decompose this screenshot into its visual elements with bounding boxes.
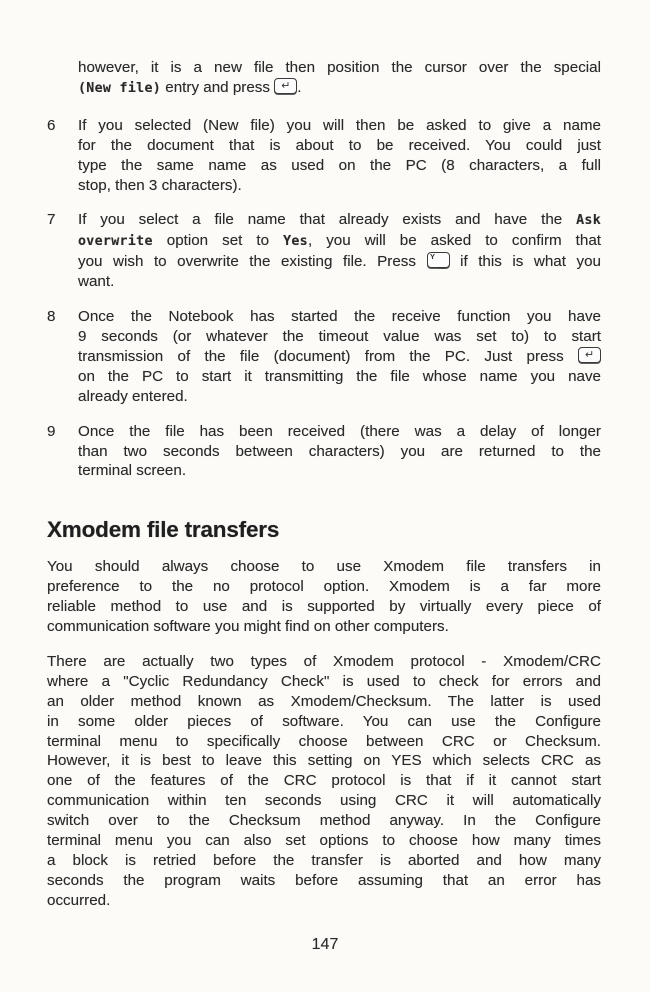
text-run: in some older pieces of software. You can use the Configure — [47, 712, 601, 730]
text-run: you wish to overwrite the existing file. Press — [78, 253, 427, 271]
return-arrow-glyph: ↵ — [584, 348, 595, 362]
text-run: Once the file has been received (there was a delay of longer — [78, 422, 601, 440]
text-run: one of the features of the CRC protocol is that if it cannot start — [47, 772, 601, 790]
mono-text: overwrite — [78, 234, 153, 250]
item-text — [78, 422, 601, 482]
enter-key-icon — [274, 78, 297, 94]
text-line — [78, 347, 601, 367]
text-run: stop, then 3 characters). — [78, 176, 242, 194]
text-run: an older method known as Xmodem/Checksum. The latter is used — [47, 692, 601, 710]
numbered-item — [47, 307, 601, 407]
text-run: terminal screen. — [78, 462, 187, 480]
text-run: than two seconds between characters) you are returned to the — [78, 442, 601, 460]
text-line — [78, 272, 601, 292]
text-run: occurred. — [47, 891, 111, 909]
text-run: There are actually two types of Xmodem protocol - Xmodem/CRC — [47, 652, 601, 670]
text-run: switch over to the Checksum method anyway. In the Configure — [47, 812, 601, 830]
text-line — [78, 231, 601, 252]
text-line — [47, 617, 601, 637]
y-key-bottom-glyph: ‿ — [439, 260, 446, 270]
text-run: , you will be asked to confirm that — [307, 232, 601, 250]
text-line — [47, 597, 601, 617]
text-run: option set to — [152, 232, 284, 250]
text-line — [78, 327, 601, 347]
text-run: communication within ten seconds using CRC it will automatically — [47, 792, 601, 810]
text-line — [47, 652, 601, 672]
text-run: You should always choose to use Xmodem file transfers in — [47, 558, 601, 576]
numbered-list — [47, 116, 601, 482]
text-run: however, it is a new file then position the cursor over the special — [78, 59, 601, 76]
text-line — [78, 422, 601, 442]
text-line — [47, 831, 601, 851]
item-number: 6 — [47, 116, 56, 134]
text-line — [47, 672, 601, 692]
text-run: for the document that is about to be received. You could just — [78, 136, 601, 154]
text-run: . — [297, 78, 302, 96]
text-line — [78, 176, 601, 196]
text-line — [78, 156, 601, 176]
mono-text: (New file) — [78, 80, 162, 96]
text-run: entry and press — [161, 78, 275, 96]
text-run: want. — [78, 273, 115, 291]
return-arrow-glyph: ↵ — [281, 79, 291, 93]
section-paragraphs — [47, 557, 601, 910]
item-number: 8 — [47, 308, 56, 326]
body-paragraph — [47, 557, 601, 637]
item-text — [78, 116, 601, 196]
numbered-item — [47, 210, 601, 292]
mono-text: Yes — [283, 234, 308, 250]
text-line — [78, 387, 601, 407]
text-run: terminal menu to specifically choose between CRC or Checksum. — [47, 732, 601, 750]
text-run: seconds the program waits before assuming that an error has — [47, 871, 601, 889]
text-line — [47, 557, 601, 577]
text-line — [47, 771, 601, 791]
y-key-icon — [427, 252, 450, 268]
text-run: If you selected (New file) you will then be asked to give a name — [78, 116, 601, 134]
text-line — [78, 78, 601, 99]
text-run: 9 seconds (or whatever the timeout value was set to) to start — [78, 327, 601, 345]
mono-text: Ask — [576, 213, 601, 229]
text-line — [47, 712, 601, 732]
item-text — [78, 307, 601, 407]
text-line — [47, 871, 601, 891]
text-run: where a "Cyclic Redundancy Check" is used to check for errors and — [47, 672, 601, 690]
page-number: 147 — [311, 936, 339, 953]
text-run: preference to the no protocol option. Xmodem is a far more — [47, 578, 601, 596]
text-run: transmission of the file (document) from the PC. Just press — [78, 347, 578, 365]
text-line — [47, 732, 601, 752]
text-run: reliable method to use and is supported by virtually every piece of — [47, 598, 601, 616]
text-run: terminal menu you can also set options to choose how many times — [47, 832, 601, 850]
text-line — [47, 751, 601, 771]
numbered-item — [47, 422, 601, 482]
text-line — [47, 851, 601, 871]
text-line — [47, 891, 601, 911]
section-heading: Xmodem file transfers — [47, 517, 280, 543]
text-line — [78, 461, 601, 481]
y-key-top-glyph: Y — [430, 252, 436, 262]
text-run: already entered. — [78, 387, 188, 405]
enter-key-icon — [578, 347, 601, 363]
text-run: a block is retried before the transfer is aborted and how many — [47, 852, 601, 869]
text-run: Once the Notebook has started the receive function you have — [78, 308, 601, 326]
text-run: communication software you might find on other computers. — [47, 618, 449, 636]
text-line — [47, 791, 601, 811]
text-run: type the same name as used on the PC (8 characters, a full — [78, 156, 601, 174]
page-content — [47, 58, 601, 926]
text-line — [78, 136, 601, 156]
text-line — [78, 58, 601, 78]
numbered-item — [47, 116, 601, 196]
text-line — [78, 252, 601, 272]
text-run: If you select a file name that already exists and have the — [78, 211, 577, 229]
text-line — [47, 811, 601, 831]
item-text — [78, 210, 601, 292]
item-number: 9 — [47, 422, 56, 440]
text-line — [78, 367, 601, 387]
text-line — [78, 442, 601, 462]
text-run: on the PC to start it transmitting the file whose name you nave — [78, 367, 601, 385]
text-line — [78, 116, 601, 136]
intro-paragraph — [78, 58, 601, 99]
text-run: if this is what you — [449, 253, 601, 271]
text-run: However, it is best to leave this setting on YES which selects CRC as — [47, 752, 601, 770]
text-line — [78, 210, 601, 231]
text-line — [47, 577, 601, 597]
text-line — [47, 692, 601, 712]
item-number: 7 — [47, 211, 56, 229]
body-paragraph — [47, 652, 601, 911]
text-line — [78, 307, 601, 327]
